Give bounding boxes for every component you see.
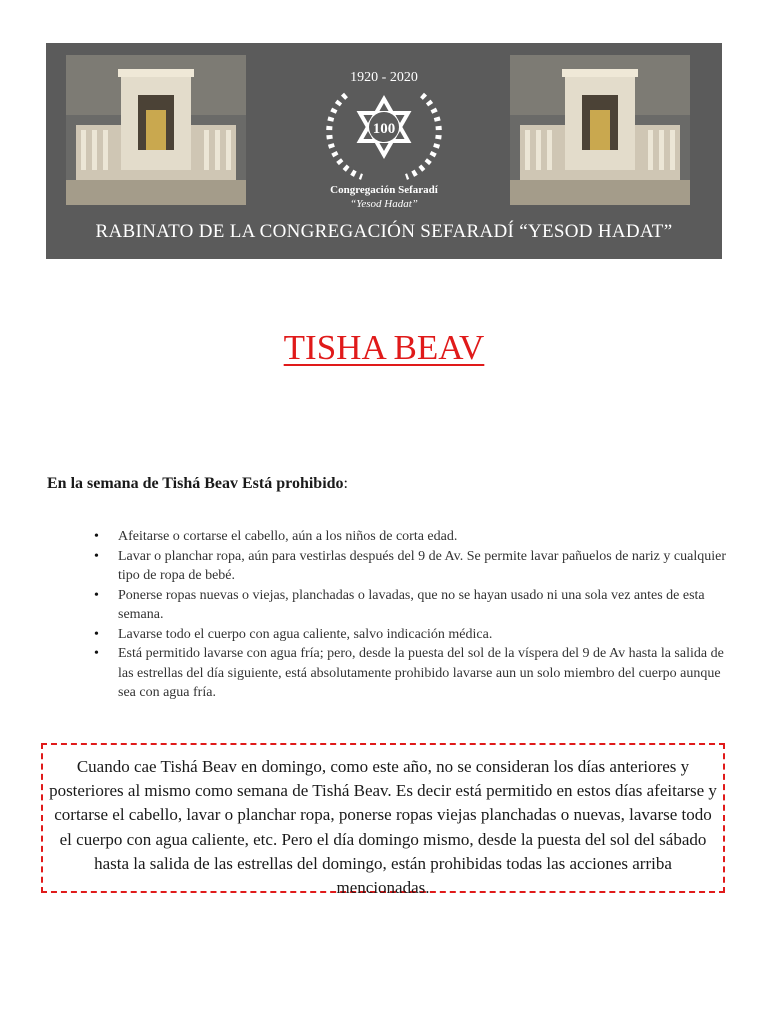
section-heading-colon: : bbox=[343, 475, 348, 492]
temple-image-left bbox=[66, 55, 246, 205]
list-item: • Lavarse todo el cuerpo con agua caliente, salvo indicación médica. bbox=[94, 625, 730, 645]
list-item: • Lavar o planchar ropa, aún para vestirlas después del 9 de Av. Se permite lavar pañuelos de nariz y cualquier tipo de ropa de bebé. bbox=[94, 547, 730, 586]
prohibitions-list bbox=[94, 527, 730, 703]
list-item: • Ponerse ropas nuevas o viejas, planchadas o lavadas, que no se hayan usado ni una sola vez antes de esta semana. bbox=[94, 586, 730, 625]
page-title: TISHA BEAV bbox=[283, 328, 485, 367]
banner-title: RABINATO DE LA CONGREGACIÓN SEFARADÍ “YESOD HADAT” bbox=[95, 221, 673, 242]
emblem-years: 1920 - 2020 bbox=[350, 70, 418, 85]
centennial-emblem bbox=[304, 55, 464, 215]
temple-image-right bbox=[510, 55, 690, 205]
emblem-number: 100 bbox=[372, 121, 396, 137]
section-heading-text: En la semana de Tishá Beav Está prohibido bbox=[47, 475, 344, 492]
emblem-name-line2: “Yesod Hadat” bbox=[350, 198, 418, 210]
section-heading bbox=[47, 475, 348, 493]
sunday-notice-box: Cuando cae Tishá Beav en domingo, como este año, no se consideran los días anteriores y posteriores al mismo como semana de Tishá Beav. Es decir está permitido en estos días afeitarse y cortarse el cabello, lavar o planchar ropa, ponerse ropas viejas planchadas o nuevas, lavarse todo el cuerpo con agua caliente, etc. Pero el día domingo mismo, desde la puesta del sol del sábado hasta la salida de las estrellas del domingo, están prohibidas todas las acciones arriba mencionadas. bbox=[41, 743, 725, 893]
list-item: • Afeitarse o cortarse el cabello, aún a los niños de corta edad. bbox=[94, 527, 730, 547]
emblem-name-line1: Congregación Sefaradí bbox=[330, 184, 438, 196]
list-item: • Está permitido lavarse con agua fría; pero, desde la puesta del sol de la víspera del 9 de Av hasta la salida de las estrellas del día siguiente, está absolutamente prohibido lavarse aun un solo miembro del cuerpo aunque sea con agua fría. bbox=[94, 644, 730, 703]
header-banner bbox=[46, 43, 722, 259]
